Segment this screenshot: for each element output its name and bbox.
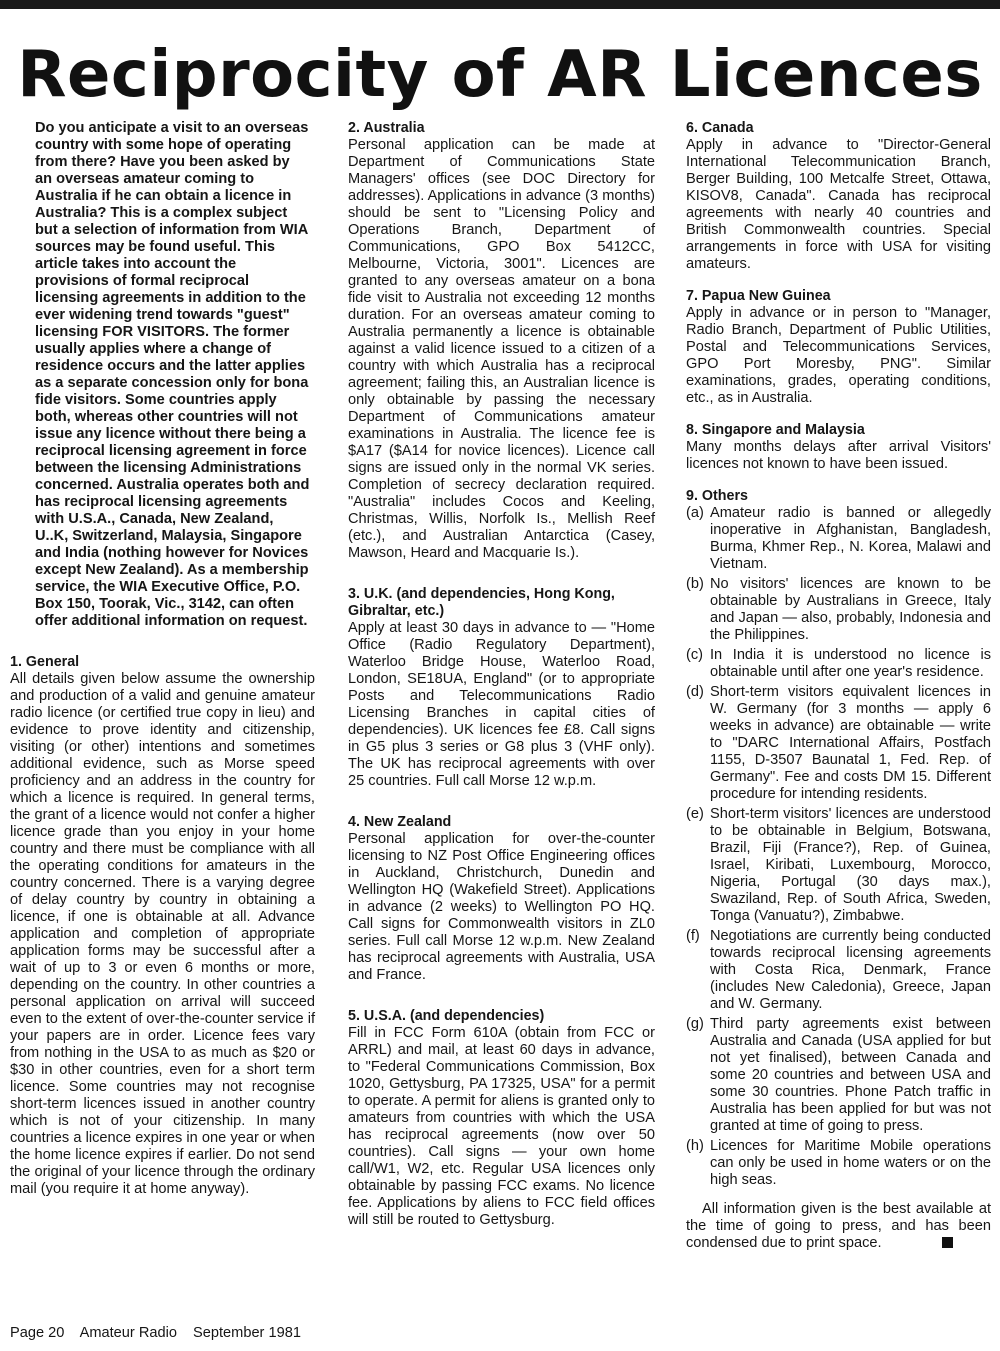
section-heading-australia: 2. Australia (348, 120, 425, 136)
list-item-text: Negotiations are currently being conducted towards reciprocal licensing agreements with Costa Rica, Denmark, France (includes New Caledonia), Greece, Japan and W. Germany. (710, 928, 991, 1012)
issue-date: September 1981 (193, 1325, 301, 1341)
closing-text: All information given is the best available at the time of going to press, and has been condensed due to print space. (686, 1201, 991, 1251)
column-1 (10, 120, 315, 1198)
section-heading-png: 7. Papua New Guinea (686, 288, 831, 304)
magazine-name: Amateur Radio (79, 1325, 177, 1341)
list-item-key: (c) (686, 647, 704, 663)
list-item-text: Third party agreements exist between Australia and Canada (USA applied for but not yet finalised), between Canada and some 20 countries and between USA and some 30 countries. Phone Patch traffic in Australia has been applied for but was not granted at time of going to press. (710, 1016, 991, 1134)
intro-paragraph: Do you anticipate a visit to an overseas country with some hope of operating from there? Have you been asked by an overseas amateur coming to Australia if he can obtain a licence in Australia? This is a complex subject but a selection of information from WIA sources may be found useful. This article takes into account the provisions of formal reciprocal licensing agreements in addition to the ever widening trend towards "guest" licensing FOR VISITORS. The former usually applies where a change of residence occurs and the latter applies as a separate concession only for bona fide visitors. Some countries apply both, whereas other countries will not issue any licence without there being a reciprocal licensing agreement in force between the licensing Administrations concerned. Australia operates both and has reciprocal licensing agreements with U.S.A., Canada, New Zealand, U..K, Switzerland, Malaysia, Singapore and India (nothing however for Novices except New Zealand). As a membership service, the WIA Executive Office, P.O. Box 150, Toorak, Vic., 3142, can often offer additional information on request. (35, 120, 310, 629)
list-item (686, 684, 991, 803)
section-heading-usa: 5. U.S.A. (and dependencies) (348, 1008, 545, 1024)
section-body-general: All details given below assume the ownership and production of a valid and genuine amateur radio licence (or certified true copy in lieu) and evidence to prove identity and citizenship, visiting (or other) intentions and sometimes additional evidence, such as Morse speed proficiency and an address in the country for which a licence is required. In general terms, the grant of a licence would not confer a higher licence grade than you enjoy in your home country and there must be compliance with all the operating conditions for amateurs in the country concerned. There is a varying degree of delay country by country in obtaining a licence, if one is obtainable at all. Advance application and completion of appropriate application forms may be successful after a wait of up to 3 or even 6 months or more, depending on the country. In other countries a personal application on arrival will succeed even to the extent of over-the-counter service if your papers are in order. Licence fees vary from nothing in the USA to as much as $20 or $30 in other countries, even for a short term licence. Some countries may not recognise short-term licences issued in another country which is not of your citizenship. In many countries a licence expires in one year or when the home licence expires if earlier. Do not send the original of your licence through the ordinary mail (you require it at home anyway). (10, 671, 316, 1197)
list-item-key: (h) (686, 1138, 704, 1154)
list-item-key: (e) (686, 806, 704, 822)
top-rule (0, 0, 1000, 9)
section-body-usa: Fill in FCC Form 610A (obtain from FCC or ARRL) and mail, at least 60 days in advance, to "Federal Communications Commission, Box 1020, Gettysburg, PA 17325, USA" for a permit to operate. A permit for aliens is granted only to amateurs from countries with which the USA has reciprocal agreements (now over 50 countries). Call signs — your own home call/W1, W2, etc. Regular USA licences only obtainable by passing FCC exams. No licence fee. Applications by aliens to FCC field offices will still be routed to Gettysburg. (348, 1025, 655, 1228)
section-heading-singapore: 8. Singapore and Malaysia (686, 422, 865, 438)
others-list (686, 505, 991, 1189)
article-title: Reciprocity of AR Licences (17, 38, 983, 112)
list-item (686, 576, 991, 644)
list-item-key: (g) (686, 1016, 704, 1032)
list-item-key: (f) (686, 928, 700, 944)
list-item-key: (a) (686, 505, 704, 521)
page-footer (10, 1325, 313, 1342)
list-item-text: Short-term visitors' licences are understood to be obtainable in Belgium, Botswana, Brazil, Fiji (France?), Rep. of Guinea, Israel, Kiribati, Luxembourg, Morocco, Nigeria, Portugal (30 days max.), Swaziland, Rep. of South Africa, Sweden, Tonga (Vanuatu?), Zimbabwe. (710, 806, 991, 924)
section-body-png: Apply in advance or in person to "Manager, Radio Branch, Department of Public Utilities, Postal and Telecommunications Services, GPO Port Moresby, PNG". Similar examinations, grades, operating conditions, etc., as in Australia. (686, 305, 991, 406)
list-item (686, 1016, 991, 1135)
list-item-text: Amateur radio is banned or allegedly inoperative in Afghanistan, Bangladesh, Burma, Khmer Rep., N. Korea, Malawi and Vietnam. (710, 505, 991, 572)
section-heading-general: 1. General (10, 654, 80, 670)
list-item-text: No visitors' licences are known to be obtainable by Australians in Greece, Italy and Japan — also, probably, Indonesia and the Philippines. (710, 576, 991, 643)
end-mark-icon (942, 1237, 953, 1248)
list-item-key: (d) (686, 684, 704, 700)
section-heading-others: 9. Others (686, 488, 748, 504)
section-body-uk: Apply at least 30 days in advance to — "Home Office (Radio Regulatory Department), Waterloo Bridge House, Waterloo Road, London, SE18UA, England" (or to appropriate Posts and Telecommunications Radio Licensing Branches in capital cities of dependencies). UK licences fee £8. Call signs in G5 plus 3 series or G8 plus 3 (VHF only). The UK has reciprocal agreements with over 25 countries. Full call Morse 12 w.p.m. (348, 620, 655, 789)
column-2 (348, 120, 655, 1229)
section-heading-nz: 4. New Zealand (348, 814, 452, 830)
list-item (686, 505, 991, 573)
list-item (686, 928, 991, 1013)
closing-paragraph (686, 1201, 991, 1252)
section-body-nz: Personal application for over-the-counter licensing to NZ Post Office Engineering offices in Auckland, Christchurch, Dunedin and Wellington HQ (Wakefield Street). Applications in advance (2 weeks) to Wellington PO HQ. Call signs for Commonwealth visitors in ZL0 series. Full call Morse 12 w.p.m. New Zealand has reciprocal agreements with Australia, USA and France. (348, 831, 655, 983)
column-3 (686, 120, 991, 1252)
section-body-singapore: Many months delays after arrival Visitors' licences not known to have been issued. (686, 439, 991, 472)
list-item-text: Licences for Maritime Mobile operations can only be used in home waters or on the high seas. (710, 1138, 991, 1188)
list-item-text: Short-term visitors equivalent licences in W. Germany (for 3 months — apply 6 weeks in advance) are obtainable — write to "DARC International Affairs, Postfach 1155, D-3507 Baunatal 1, Fed. Rep. of Germany". Fee and costs DM 15. Different procedure for intending residents. (710, 684, 991, 802)
page-number: Page 20 (10, 1325, 65, 1341)
list-item-text: In India it is understood no licence is obtainable until after one year's residence. (710, 647, 991, 680)
section-heading-uk: 3. U.K. (and dependencies, Hong Kong, Gibraltar, etc.) (348, 586, 615, 619)
list-item (686, 647, 991, 681)
list-item (686, 806, 991, 925)
section-body-australia: Personal application can be made at Department of Communications State Managers' offices (see DOC Directory for addresses). Applications in advance (3 months) should be sent to "Licensing Policy and Operations Branch, Department of Communications, GPO Box 5412CC, Melbourne, Victoria, 3001". Licences are granted to any overseas amateur on a bona fide visit to Australia not exceeding 12 months duration. For an overseas amateur coming to Australia permanently a licence is obtainable against a valid licence issued to a citizen of a country with which Australia has a reciprocal agreement; failing this, an Australian licence is only obtainable by passing the necessary Department of Communications amateur examinations in Australia. The licence fee is $A17 ($A14 for novice licences). Licence call signs are issued only in the normal VK series. Completion of secrecy declaration required. "Australia" includes Cocos and Keeling, Christmas, Willis, Norfolk Is., Mellish Reef (etc.), and Australian Antarctica (Casey, Mawson, Heard and Macquarie Is.). (348, 137, 655, 561)
list-item-key: (b) (686, 576, 704, 592)
list-item (686, 1138, 991, 1189)
section-heading-canada: 6. Canada (686, 120, 754, 136)
section-body-canada: Apply in advance to "Director-General International Telecommunication Branch, Berger Building, 100 Metcalfe Street, Ottawa, KISOV8, Canada". Canada has reciprocal agreements with nearly 40 countries and British Commonwealth countries. Special arrangements in force with USA for visiting amateurs. (686, 137, 991, 272)
